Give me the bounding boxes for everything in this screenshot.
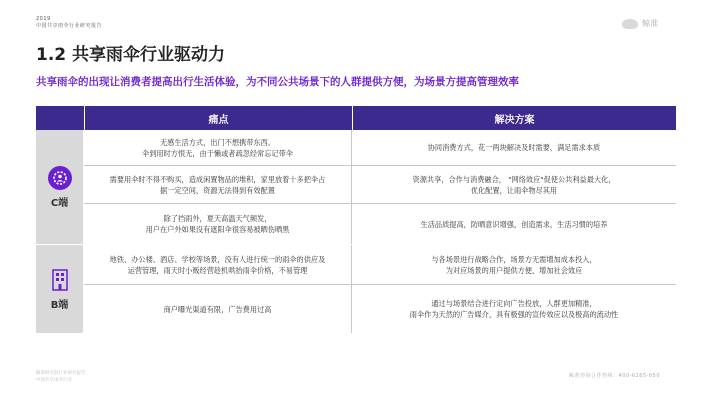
pain-cell: 商户曝光渠道有限，广告费用过高 [84,285,352,333]
user-gear-icon [48,166,72,190]
pain-cell: 需要用伞时不得不购买，造成闲置物品的堆积，家里放着十多把伞占 据一定空间，资源无法得到有效配置 [84,166,352,203]
report-year: 2019 [36,16,51,22]
group-b-end [36,245,676,334]
group-c-end [36,130,676,245]
table-row [84,285,676,333]
driver-table [36,106,676,334]
solution-cell: 生活品质提高，防晒意识增强，创造需求，生活习惯的培养 [420,219,608,229]
whale-logo-icon [622,19,638,29]
header-segment-cell [36,106,84,130]
header-solution: 解决方案 [352,106,676,130]
pain-cell: 除了挡雨外，夏天高温天气频发， 用户在户外如果没有遮阳伞很容易被晒伤晒黑 [84,204,352,244]
page-subtitle: 共享雨伞的出现让消费者提高出行生活体验，为不同公共场景下的人群提供方便，为场景方提高管理效率 [36,76,519,88]
header-pain: 痛点 [84,106,352,130]
segment-label: C端 [50,197,69,209]
solution-cell: 通过与场景结合进行定向广告投放，人群更加精准， 雨伞作为天然的广告媒介，具有极强的宣传效应以及极高的流动性 [409,299,619,319]
brand-name: 鲸准 [642,19,658,28]
solution-cell: 资源共享，合作与消费融合， "网络效应"促使公共利益最大化， 优化配置，让雨伞物尽其用 [412,174,616,195]
report-meta [36,16,102,30]
segment-b-end [36,245,84,333]
table-row [84,245,676,285]
solution-cell: 与各场景进行战略合作，场景方无需增加成本投入， 为对应场景的用户提供方便，增加社会效应 [431,254,597,275]
table-row [84,204,676,244]
table-row [84,166,676,204]
table-row [84,130,676,166]
solution-cell: 协同消费方式，花一两块解决及时需要，满足需求本质 [427,143,601,152]
segment-c-end [36,130,84,244]
pain-cell: 地铁、办公楼、酒店、学校等场景，没有人进行统一的雨伞的供应及 运营管理，雨天时小贩经营趁机哄抬雨伞价格，不易管理 [84,245,352,284]
brand-logo [622,18,658,29]
segment-label: B端 [50,299,69,311]
table-header [36,106,676,130]
report-name: 中国共享雨伞行业研究报告 [36,23,103,29]
page-title: 1.2 共享雨伞行业驱动力 [36,45,226,65]
building-icon [51,268,69,292]
pain-cell: 无感生活方式，出门不想携带东西。 伞到用时方恨无，由于懒或者疏忽经常忘记带伞 [84,130,352,165]
footer-hotline: 鲸准咨询合作热线：400-6265-050 [569,373,660,379]
footer-left: 鲸准研究院行业研究报告 中国共享雨伞行业 [36,371,86,383]
